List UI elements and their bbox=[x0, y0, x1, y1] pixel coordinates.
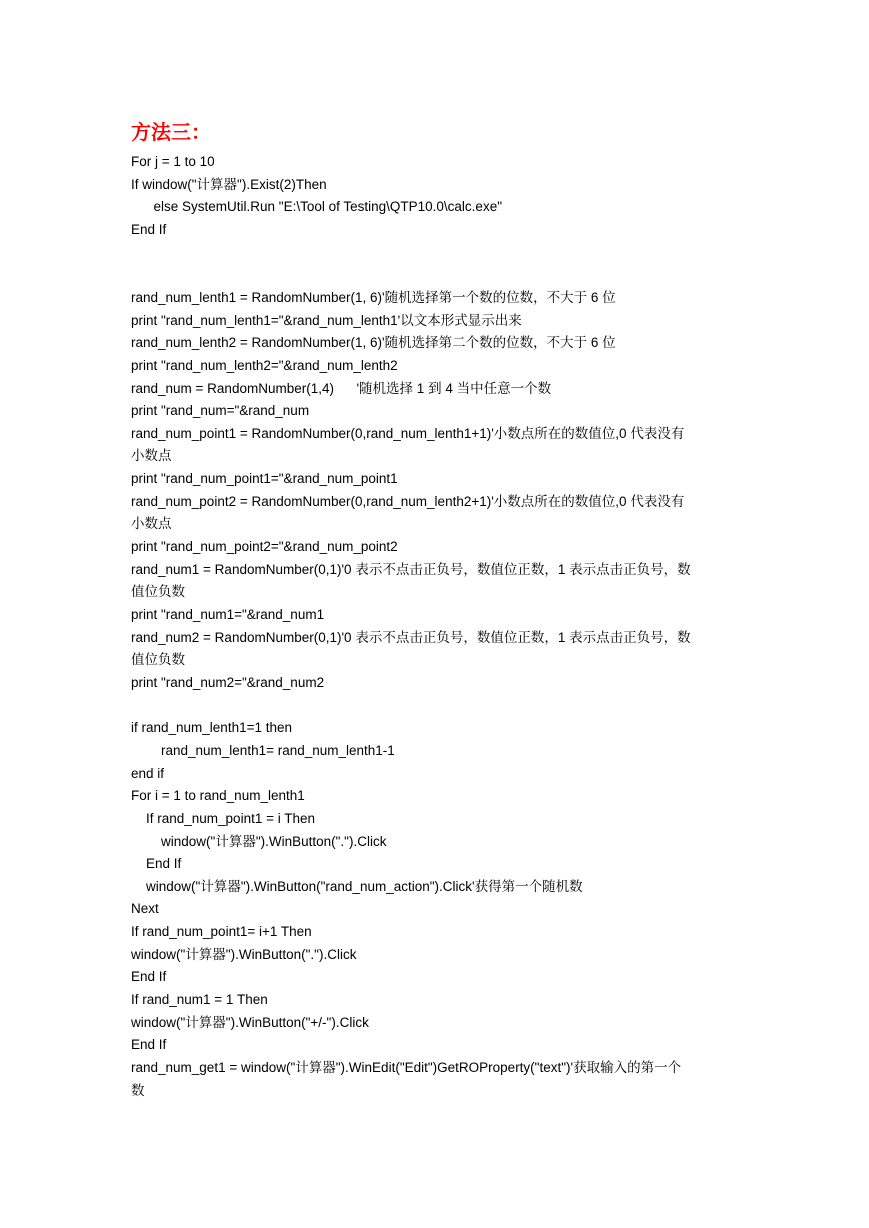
code-line: window("计算器").WinButton(".").Click bbox=[131, 833, 387, 849]
code-line: rand_num_get1 = window("计算器").WinEdit("Edit")GetROProperty("text")'获取输入的第一个 bbox=[131, 1060, 682, 1075]
code-line: 数 bbox=[131, 1082, 145, 1098]
code-line: window("计算器").WinButton(".").Click bbox=[131, 946, 357, 962]
code-line: rand_num2 = RandomNumber(0,1)'0 表示不点击正负号，数值位正数，1 表示点击正负号，数 bbox=[131, 629, 691, 645]
code-line: rand_num_lenth1 = RandomNumber(1, 6)'随机选择第一个数的位数，不大于 6 位 bbox=[131, 289, 616, 305]
code-line: For j = 1 to 10 bbox=[131, 154, 215, 169]
code-line: print "rand_num_lenth1="&rand_num_lenth1'以文本形式显示出来 bbox=[131, 312, 522, 328]
code-line: end if bbox=[131, 765, 165, 781]
code-line: rand_num_point2 = RandomNumber(0,rand_num_lenth2+1)'小数点所在的数值位,0 代表没有 bbox=[131, 493, 685, 509]
code-line: End If bbox=[131, 969, 167, 985]
code-line: rand_num_point1 = RandomNumber(0,rand_num_lenth1+1)'小数点所在的数值位,0 代表没有 bbox=[131, 425, 685, 441]
code-line: End If bbox=[131, 221, 167, 237]
code-line: print "rand_num2="&rand_num2 bbox=[131, 674, 325, 690]
code-line: If window("计算器").Exist(2)Then bbox=[131, 176, 327, 192]
code-line: rand_num1 = RandomNumber(0,1)'0 表示不点击正负号，数值位正数，1 表示点击正负号，数 bbox=[131, 561, 691, 577]
code-line: End If bbox=[131, 1037, 167, 1053]
code-line: print "rand_num="&rand_num bbox=[131, 403, 310, 419]
code-line: if rand_num_lenth1=1 then bbox=[131, 720, 292, 736]
code-line: print "rand_num1="&rand_num1 bbox=[131, 607, 325, 622]
code-line: print "rand_num_point2="&rand_num_point2 bbox=[131, 539, 398, 555]
code-line: If rand_num_point1 = i Then bbox=[131, 810, 315, 826]
code-line: Next bbox=[131, 901, 159, 917]
code-line: If rand_num_point1= i+1 Then bbox=[131, 924, 312, 940]
code-line: End If bbox=[131, 856, 182, 872]
code-line: If rand_num1 = 1 Then bbox=[131, 992, 268, 1008]
code-line: window("计算器").WinButton("+/-").Click bbox=[131, 1014, 369, 1030]
code-line: rand_num = RandomNumber(1,4) '随机选择 1 到 4 当中任意一个数 bbox=[131, 380, 552, 396]
code-line: rand_num_lenth2 = RandomNumber(1, 6)'随机选择第二个数的位数，不大于 6 位 bbox=[131, 335, 616, 351]
section-heading: 方法三： bbox=[131, 120, 211, 144]
code-line: For i = 1 to rand_num_lenth1 bbox=[131, 788, 305, 804]
code-line: print "rand_num_lenth2="&rand_num_lenth2 bbox=[131, 357, 398, 373]
code-line: window("计算器").WinButton("rand_num_action").Click'获得第一个随机数 bbox=[131, 878, 583, 894]
code-line: rand_num_lenth1= rand_num_lenth1-1 bbox=[131, 742, 395, 758]
code-line: 值位负数 bbox=[131, 584, 185, 600]
code-line: print "rand_num_point1="&rand_num_point1 bbox=[131, 471, 398, 487]
code-line: 值位负数 bbox=[131, 652, 185, 668]
code-line: 小数点 bbox=[131, 448, 172, 464]
code-line: else SystemUtil.Run "E:\Tool of Testing\QTP10.0\calc.exe" bbox=[131, 199, 502, 215]
code-line: 小数点 bbox=[131, 516, 172, 532]
